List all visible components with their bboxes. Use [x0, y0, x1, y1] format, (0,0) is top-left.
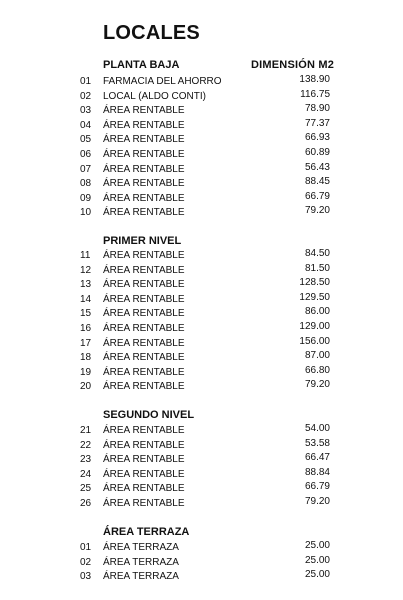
row-number: 01: [80, 76, 92, 87]
table-row: [0, 291, 403, 308]
row-name: FARMACIA DEL AHORRO: [103, 76, 222, 87]
row-name: ÁREA RENTABLE: [103, 149, 185, 160]
row-number: 08: [80, 178, 92, 190]
row-number: 06: [80, 149, 92, 160]
row-number: 26: [80, 498, 92, 509]
row-dimension: 77.37: [304, 117, 330, 129]
row-dimension: 88.45: [304, 176, 330, 188]
table-row: [0, 437, 403, 454]
row-dimension: 66.79: [304, 190, 330, 202]
row-number: 01: [80, 542, 92, 553]
row-number: 25: [80, 483, 92, 495]
row-number: 07: [80, 163, 92, 175]
row-name: ÁREA RENTABLE: [103, 308, 185, 320]
table-row: [0, 250, 403, 264]
table-row: [0, 161, 403, 178]
row-name: ÁREA RENTABLE: [103, 293, 185, 305]
row-number: 14: [80, 293, 92, 305]
table-row: [0, 483, 403, 497]
table-row: [0, 149, 403, 163]
section-title: PLANTA BAJA: [103, 59, 180, 71]
row-name: ÁREA RENTABLE: [103, 323, 185, 334]
table-row: [0, 105, 403, 119]
table-row: [0, 542, 403, 556]
row-name: ÁREA RENTABLE: [103, 425, 185, 436]
row-number: 23: [80, 454, 92, 466]
row-dimension: 138.90: [299, 74, 330, 85]
table-row: [0, 190, 403, 207]
row-number: 11: [80, 250, 91, 261]
row-dimension: 116.75: [300, 88, 330, 100]
row-name: ÁREA RENTABLE: [103, 119, 185, 131]
row-dimension: 66.47: [304, 452, 330, 464]
table-row: [0, 335, 403, 352]
row-name: ÁREA RENTABLE: [103, 207, 185, 219]
row-name: ÁREA RENTABLE: [103, 352, 185, 364]
row-name: ÁREA RENTABLE: [103, 264, 185, 276]
row-dimension: 66.79: [304, 481, 330, 493]
row-number: 03: [80, 105, 92, 117]
row-number: 17: [80, 337, 92, 349]
row-dimension: 84.50: [304, 248, 330, 259]
row-dimension: 25.00: [304, 569, 330, 581]
row-name: LOCAL (ALDO CONTI): [103, 90, 206, 102]
row-name: ÁREA RENTABLE: [103, 454, 185, 466]
row-number: 18: [80, 352, 92, 364]
row-name: ÁREA RENTABLE: [103, 250, 185, 261]
row-name: ÁREA RENTABLE: [103, 483, 185, 495]
row-number: 09: [80, 192, 92, 204]
row-name: ÁREA RENTABLE: [103, 468, 185, 480]
table-row: [0, 454, 403, 468]
row-dimension: 25.00: [304, 554, 330, 566]
row-number: 21: [80, 425, 92, 436]
section-title: ÁREA TERRAZA: [103, 526, 190, 538]
row-dimension: 25.00: [304, 540, 330, 551]
row-name: ÁREA RENTABLE: [103, 134, 185, 146]
row-number: 19: [80, 366, 92, 378]
row-dimension: 129.00: [299, 321, 330, 332]
row-dimension: 128.50: [299, 277, 330, 289]
row-number: 05: [80, 134, 92, 146]
row-dimension: 81.50: [304, 262, 330, 274]
section-title: PRIMER NIVEL: [103, 235, 182, 247]
row-name: ÁREA RENTABLE: [103, 498, 185, 509]
row-dimension: 79.20: [304, 496, 330, 507]
table-row: [0, 76, 403, 90]
row-number: 03: [80, 571, 92, 583]
table-row: [0, 308, 403, 322]
row-number: 02: [80, 90, 92, 102]
table-row: [0, 178, 403, 192]
table-row: [0, 498, 403, 512]
row-name: ÁREA TERRAZA: [103, 571, 179, 583]
row-name: ÁREA RENTABLE: [103, 279, 185, 291]
row-dimension: 79.20: [304, 205, 330, 217]
row-number: 20: [80, 381, 92, 393]
row-name: ÁREA TERRAZA: [103, 542, 179, 553]
table-row: [0, 134, 403, 148]
row-number: 22: [80, 439, 92, 451]
table-row: [0, 364, 403, 381]
row-number: 13: [80, 279, 92, 291]
section-title: SEGUNDO NIVEL: [103, 409, 195, 421]
row-dimension: 86.00: [304, 306, 330, 318]
row-dimension: 53.58: [304, 437, 330, 449]
row-name: ÁREA RENTABLE: [103, 337, 185, 349]
row-dimension: 54.00: [304, 423, 330, 434]
table-row: [0, 381, 403, 395]
table-row: [0, 466, 403, 483]
row-dimension: 129.50: [299, 291, 330, 303]
row-dimension: 88.84: [304, 466, 330, 478]
row-dimension: 60.89: [304, 147, 330, 158]
row-dimension: 78.90: [304, 103, 330, 115]
row-dimension: 156.00: [299, 335, 330, 347]
table-row: [0, 207, 403, 221]
table-row: [0, 571, 403, 585]
row-name: ÁREA RENTABLE: [103, 366, 185, 378]
row-number: 24: [80, 468, 92, 480]
table-row: [0, 425, 403, 439]
row-name: ÁREA TERRAZA: [103, 556, 179, 568]
row-dimension: 87.00: [304, 350, 330, 362]
table-row: [0, 88, 403, 105]
row-dimension: 56.43: [304, 161, 330, 173]
table-row: [0, 279, 403, 293]
row-name: ÁREA RENTABLE: [103, 192, 185, 204]
row-number: 12: [80, 264, 92, 276]
row-number: 16: [80, 323, 92, 334]
table-row: [0, 323, 403, 337]
row-number: 10: [80, 207, 92, 219]
row-number: 02: [80, 556, 92, 568]
row-number: 04: [80, 119, 92, 131]
row-name: ÁREA RENTABLE: [103, 163, 185, 175]
row-name: ÁREA RENTABLE: [103, 439, 185, 451]
dimension-column-header: DIMENSIÓN M2: [251, 59, 335, 71]
table-row: [0, 262, 403, 279]
table-row: [0, 554, 403, 571]
row-dimension: 79.20: [304, 379, 330, 391]
row-name: ÁREA RENTABLE: [103, 381, 185, 393]
row-dimension: 66.80: [304, 364, 330, 376]
row-name: ÁREA RENTABLE: [103, 105, 185, 117]
row-dimension: 66.93: [304, 132, 330, 144]
row-name: ÁREA RENTABLE: [103, 178, 185, 190]
page-title: LOCALES: [103, 22, 200, 44]
row-number: 15: [80, 308, 92, 320]
table-row: [0, 352, 403, 366]
table-row: [0, 117, 403, 134]
